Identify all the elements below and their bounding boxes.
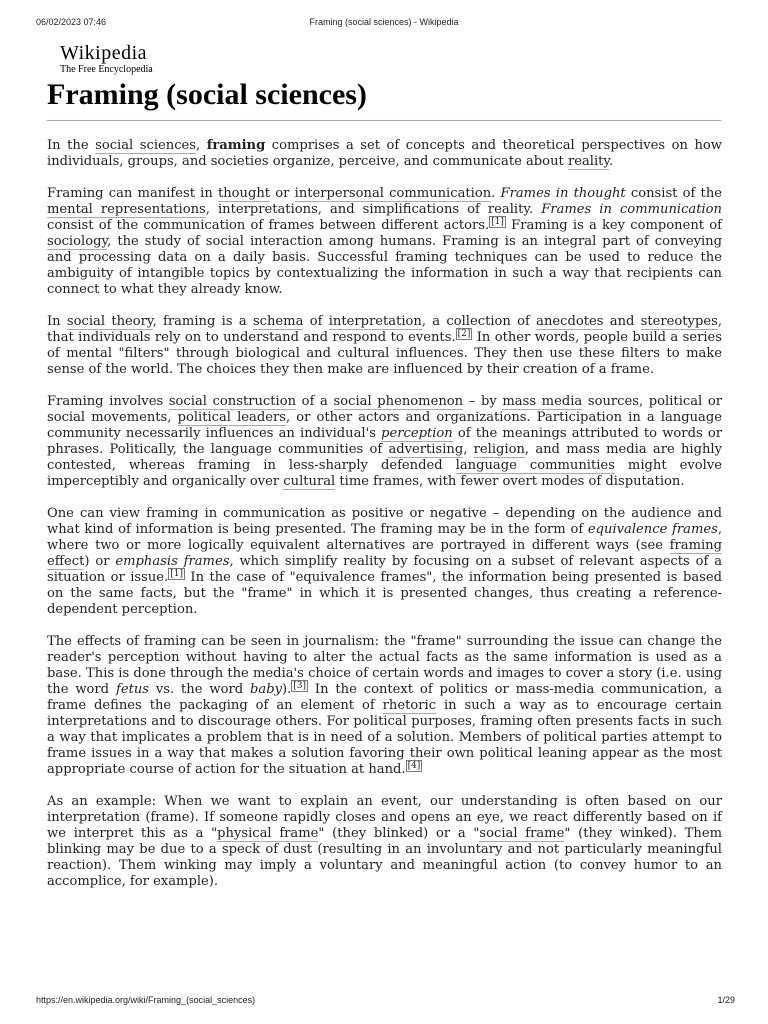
text-run: , that individuals rely on to understand and respond to events. xyxy=(47,314,722,345)
italic-text: fetus xyxy=(115,682,149,697)
text-run: consist of the xyxy=(625,186,723,201)
italic-text: equivalence frames xyxy=(587,522,718,537)
article-link[interactable]: reality xyxy=(567,154,610,169)
citation-label: [3] xyxy=(293,680,307,691)
text-run: and xyxy=(603,314,641,329)
text-run: sources, political or social movements, xyxy=(47,394,723,425)
text-run: of a xyxy=(296,394,334,409)
article-link[interactable]: sociology xyxy=(47,234,108,249)
print-url[interactable]: https://en.wikipedia.org/wiki/Framing_(social_sciences) xyxy=(36,995,256,1005)
print-footer xyxy=(0,995,768,1007)
article-link[interactable]: rhetoric xyxy=(382,698,437,713)
italic-text: Frames in communication xyxy=(541,202,722,217)
text-run: The effects of framing can be seen in journalism: the "frame" surrounding the issue can change the reader's perception without having to alter the actual facts as the same information is used as a base. This is done through the media's choice of certain words and images to cover a story (i.e. using the word xyxy=(47,634,722,697)
article-link[interactable]: social sciences xyxy=(95,138,196,153)
article-link[interactable]: thought xyxy=(217,186,271,201)
text-run: ) or xyxy=(84,554,116,569)
page-title: Framing (social sciences) xyxy=(47,78,367,111)
text-run: In xyxy=(47,314,67,329)
article-paragraph xyxy=(47,634,722,778)
article-link[interactable]: interpersonal communication xyxy=(294,186,492,201)
text-run: vs. the word xyxy=(148,682,251,697)
article-paragraph xyxy=(47,186,722,298)
citation-ref[interactable] xyxy=(456,328,473,340)
article-paragraph xyxy=(47,506,722,618)
article-paragraph xyxy=(47,394,722,490)
text-run: in such a way as to encourage certain interpretations and to discourage others. For political purposes, framing often presents facts in such a way that implicates a problem that is in need of a solution. Members of political parties attempt to frame issues in a way that makes a solution favoring their own political leaning appear as the most appropriate course of action for the situation at hand. xyxy=(47,698,722,777)
text-run: , which simplify reality by focusing on a subset of relevant aspects of a situation or issue. xyxy=(47,554,723,585)
citation-ref[interactable] xyxy=(406,760,423,772)
article-paragraph xyxy=(47,314,722,378)
article-link[interactable]: social frame xyxy=(479,826,565,841)
article-link[interactable]: cultural xyxy=(283,474,336,489)
text-run: might evolve imperceptibly and organically over xyxy=(47,458,722,489)
text-run: , or other actors and organizations. Participation in a language community necessarily influences an individual's xyxy=(47,410,722,441)
text-run: ). xyxy=(281,682,292,697)
article-link[interactable]: religion xyxy=(473,442,525,457)
article-link[interactable]: anecdotes xyxy=(536,314,604,329)
text-run: , framing is a xyxy=(152,314,253,329)
citation-label: [2] xyxy=(457,328,471,339)
text-run: In the case of "equivalence frames", the information being presented is based on the same facts, but the "frame" in which it is presented changes, thus creating a reference-dependent perception. xyxy=(47,570,722,617)
text-run: As an example: When we want to explain an event, our understanding is often based on our interpretation (frame). If someone rapidly closes and opens an eye, we react differently based on if we interpret this as a " xyxy=(47,794,722,841)
article-link[interactable]: schema xyxy=(252,314,304,329)
print-page-title: Framing (social sciences) - Wikipedia xyxy=(309,17,459,27)
article-body xyxy=(47,138,722,906)
text-run: In other words, people build a series of mental "filters" through biological and cultural influences. They then use these filters to make sense of the world. The choices they then make are influenced by their creation of a frame. xyxy=(47,330,722,377)
text-run: consist of the communication of frames between different actors. xyxy=(47,218,490,233)
citation-label: [4] xyxy=(407,760,421,771)
article-link[interactable]: political leaders xyxy=(177,410,286,425)
text-run: comprises a set of concepts and theoretical perspectives on how individuals, groups, and societies organize, perceive, and communicate about xyxy=(47,138,723,169)
italic-text: baby xyxy=(250,682,282,697)
text-run: " (they winked). Them blinking may be due to a speck of dust (resulting in an involuntary and not particularly meaningful reaction). Them winking may imply a voluntary and meaningful action (to convey humor to an accomplice, for example). xyxy=(47,826,723,889)
text-run: , the study of social interaction among humans. Framing is an integral part of conveying and processing data on a daily basis. Successful framing techniques can be used to reduce the ambiguity of intangible topics by contextualizing the information in such a way that recipients can connect to what they already know. xyxy=(47,234,722,297)
text-run: , xyxy=(196,138,207,153)
text-run: of the meanings attributed to words or phrases. Politically, the language communities of xyxy=(47,426,722,457)
text-run: – by xyxy=(463,394,503,409)
logo-tagline: The Free Encyclopedia xyxy=(60,64,153,75)
text-run: In the context of politics or mass-media communication, a frame defines the packaging of an element of xyxy=(47,682,723,713)
print-header xyxy=(0,17,768,29)
article-link[interactable]: stereotypes xyxy=(640,314,718,329)
text-run: , interpretations, and simplifications of reality. xyxy=(205,202,542,217)
bold-term: framing xyxy=(206,138,266,153)
text-run: Framing is a key component of xyxy=(505,218,722,233)
text-run: , where two or more logically equivalent alternatives are portrayed in different ways (see xyxy=(47,522,723,553)
citation-ref[interactable] xyxy=(489,216,506,228)
article-link[interactable]: perception xyxy=(381,426,453,441)
italic-text: Frames in thought xyxy=(500,186,626,201)
print-datetime: 06/02/2023 07:46 xyxy=(36,17,107,27)
text-run: of xyxy=(303,314,329,329)
text-run: In the xyxy=(47,138,96,153)
citation-label: [1] xyxy=(491,216,504,227)
article-link[interactable]: mental representations xyxy=(47,202,206,217)
text-run: or xyxy=(270,186,295,201)
citation-label: [1] xyxy=(170,568,183,579)
text-run: , xyxy=(463,442,474,457)
text-run: Framing involves xyxy=(47,394,169,409)
text-run: time frames, with fewer overt modes of disputation. xyxy=(335,474,685,489)
text-run: , and mass media are highly contested, whereas framing in less-sharply defended xyxy=(47,442,722,473)
article-link[interactable]: physical frame xyxy=(217,826,319,841)
article-link[interactable]: social construction xyxy=(168,394,297,409)
text-run: . xyxy=(609,154,614,169)
title-divider xyxy=(47,120,721,121)
text-run: One can view framing in communication as positive or negative – depending on the audience and what kind of information is being presented. The framing may be in the form of xyxy=(47,506,722,537)
article-paragraph xyxy=(47,138,722,170)
article-link[interactable]: language communities xyxy=(455,458,615,473)
print-page-number: 1/29 xyxy=(717,995,735,1005)
text-run: " (they blinked) or a " xyxy=(318,826,480,841)
wikipedia-logo[interactable] xyxy=(60,42,153,76)
citation-ref[interactable] xyxy=(291,680,308,692)
article-link[interactable]: mass media xyxy=(502,394,583,409)
article-link[interactable]: framing effect xyxy=(47,538,722,569)
article-link[interactable]: interpretation xyxy=(328,314,422,329)
article-link[interactable]: social phenomenon xyxy=(333,394,464,409)
article-link[interactable]: social theory xyxy=(66,314,153,329)
text-run: , a collection of xyxy=(421,314,537,329)
logo-wordmark: Wikipedia xyxy=(60,42,147,64)
article-link[interactable]: advertising xyxy=(388,442,464,457)
article-paragraph xyxy=(47,794,722,890)
text-run: . xyxy=(491,186,501,201)
text-run: Framing can manifest in xyxy=(47,186,218,201)
italic-text: emphasis frames xyxy=(115,554,230,569)
citation-ref[interactable] xyxy=(168,568,185,580)
